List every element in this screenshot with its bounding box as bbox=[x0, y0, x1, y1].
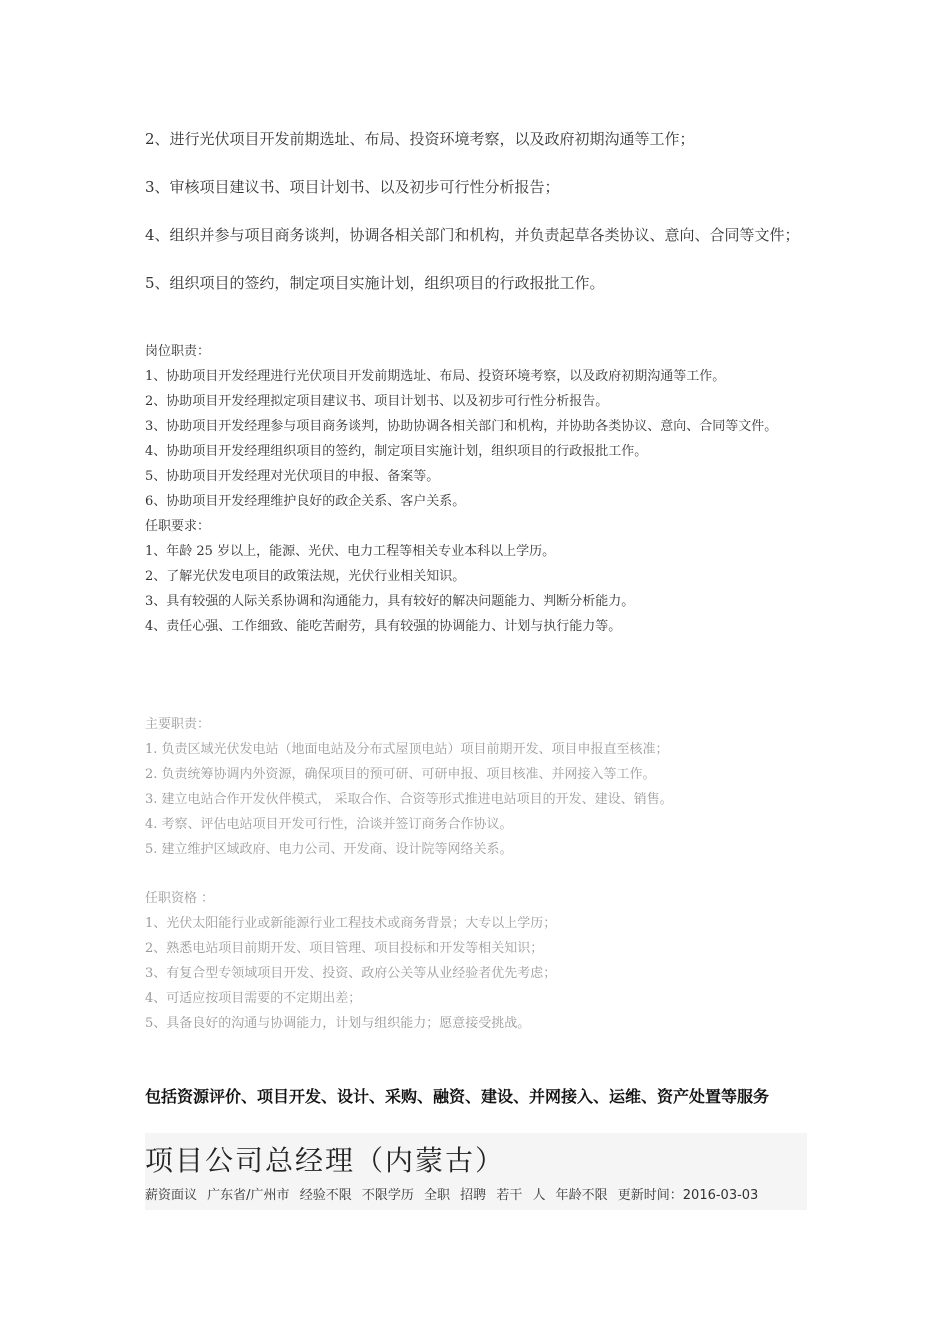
list-item: 3、协助项目开发经理参与项目商务谈判，协助协调各相关部门和机构，并协助各类协议、意向、合同等文件。 bbox=[145, 419, 778, 434]
section-heading: 任职资格 ： bbox=[145, 891, 215, 906]
list-item: 1、年龄 25 岁以上，能源、光伏、电力工程等相关专业本科以上学历。 bbox=[145, 544, 556, 559]
section-job-duties bbox=[145, 339, 807, 639]
list-item: 3、具有较强的人际关系协调和沟通能力，具有较好的解决问题能力、判断分析能力。 bbox=[145, 594, 635, 609]
job-education: 不限学历 bbox=[361, 1188, 414, 1203]
job-salary: 薪资面议 bbox=[145, 1188, 198, 1203]
job-age: 年龄不限 bbox=[555, 1188, 608, 1203]
list-item: 5、组织项目的签约，制定项目实施计划，组织项目的行政报批工作。 bbox=[145, 274, 605, 292]
list-item: 4、责任心强、工作细致、能吃苦耐劳，具有较强的协调能力、计划与执行能力等。 bbox=[145, 619, 622, 634]
services-line bbox=[145, 1085, 807, 1109]
section-qualifications bbox=[145, 886, 807, 1036]
list-item: 1、光伏太阳能行业或新能源行业工程技术或商务背景；大专以上学历； bbox=[145, 916, 557, 931]
list-item: 5、具备良好的沟通与协调能力，计划与组织能力；愿意接受挑战。 bbox=[145, 1016, 531, 1031]
job-count: 若干 bbox=[496, 1188, 523, 1203]
job-type: 全职 bbox=[424, 1188, 451, 1203]
section-heading: 主要职责： bbox=[145, 717, 211, 732]
list-item: 2、协助项目开发经理拟定项目建议书、项目计划书、以及初步可行性分析报告。 bbox=[145, 394, 609, 409]
job-meta bbox=[145, 1186, 764, 1206]
list-item: 3、有复合型专领域项目开发、投资、政府公关等从业经验者优先考虑； bbox=[145, 966, 557, 981]
list-item: 4、协助项目开发经理组织项目的签约，制定项目实施计划，组织项目的行政报批工作。 bbox=[145, 444, 648, 459]
list-item: 5、协助项目开发经理对光伏项目的申报、备案等。 bbox=[145, 469, 440, 484]
section-main-duties bbox=[145, 712, 807, 862]
list-item: 1. 负责区域光伏发电站（地面电站及分布式屋顶电站）项目前期开发、项目申报直至核准； bbox=[145, 742, 669, 757]
list-item: 1、协助项目开发经理进行光伏项目开发前期选址、布局、投资环境考察，以及政府初期沟通等工作。 bbox=[145, 369, 726, 384]
list-item: 6、协助项目开发经理维护良好的政企关系、客户关系。 bbox=[145, 494, 466, 509]
job-header bbox=[145, 1133, 807, 1210]
section-responsibilities-list bbox=[145, 126, 807, 296]
list-item: 2. 负责统筹协调内外资源，确保项目的预可研、可研申报、项目核准、并网接入等工作。 bbox=[145, 767, 656, 782]
section-heading: 任职要求： bbox=[145, 519, 211, 534]
section-heading: 岗位职责： bbox=[145, 344, 211, 359]
list-item: 3. 建立电站合作开发伙伴模式， 采取合作、合资等形式推进电站项目的开发、建设、销售。 bbox=[145, 792, 673, 807]
list-item: 3、审核项目建议书、项目计划书、以及初步可行性分析报告； bbox=[145, 178, 560, 196]
list-item: 2、了解光伏发电项目的政策法规，光伏行业相关知识。 bbox=[145, 569, 466, 584]
job-experience: 经验不限 bbox=[299, 1188, 352, 1203]
list-item: 2、熟悉电站项目前期开发、项目管理、项目投标和开发等相关知识； bbox=[145, 941, 544, 956]
list-item: 4、组织并参与项目商务谈判，协调各相关部门和机构，并负责起草各类协议、意向、合同等文件； bbox=[145, 226, 800, 244]
list-item: 5. 建立维护区域政府、电力公司、开发商、设计院等网络关系。 bbox=[145, 842, 513, 857]
job-recruit: 招聘 bbox=[460, 1188, 487, 1203]
list-item: 2、进行光伏项目开发前期选址、布局、投资环境考察，以及政府初期沟通等工作； bbox=[145, 130, 695, 148]
list-item: 4、可适应按项目需要的不定期出差； bbox=[145, 991, 362, 1006]
job-unit: 人 bbox=[532, 1188, 546, 1203]
services-text: 包括资源评价、项目开发、设计、采购、融资、建设、并网接入、运维、资产处置等服务 bbox=[145, 1087, 770, 1106]
job-location: 广东省/广州市 bbox=[207, 1188, 290, 1203]
job-title[interactable]: 项目公司总经理（内蒙古） bbox=[145, 1144, 506, 1177]
job-updated: 更新时间：2016-03-03 bbox=[617, 1188, 759, 1203]
list-item: 4. 考察、评估电站项目开发可行性，洽谈并签订商务合作协议。 bbox=[145, 817, 513, 832]
